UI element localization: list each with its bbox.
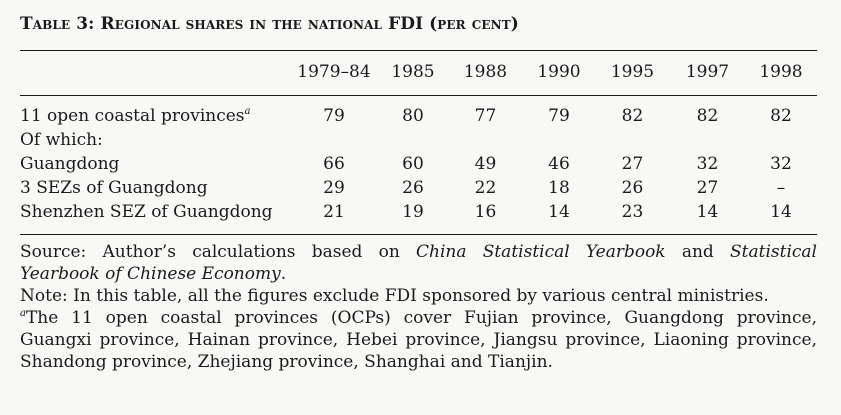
header-year: 1990: [537, 62, 581, 82]
table-cell: 23: [621, 202, 644, 222]
table-cell: [448, 128, 523, 152]
table-cell: 26: [621, 178, 644, 198]
source-title-2b: Yearbook of Chinese Economy: [20, 264, 281, 284]
table-cell: [290, 128, 378, 152]
footnote-marker: a: [244, 106, 251, 117]
table-page: [20, 12, 820, 373]
table-cell: 32: [770, 154, 792, 174]
table-cell: 82: [696, 106, 719, 126]
table-cell: [595, 128, 670, 152]
table-title: [20, 12, 820, 38]
footnote-a: [20, 307, 817, 373]
table-cell: [745, 128, 817, 152]
table-cell: 14: [770, 202, 792, 222]
fdi-shares-table-body: [20, 96, 817, 224]
table-title-text: Regional shares in the national FDI (per cent): [100, 14, 519, 34]
table-cell: 27: [696, 178, 719, 198]
table-cell: 49: [474, 154, 497, 174]
header-year: 1998: [759, 62, 803, 82]
header-year: 1995: [610, 62, 655, 82]
table-cell: 27: [621, 154, 644, 174]
header-year: 1988: [463, 62, 508, 82]
table-row: [20, 152, 817, 176]
table-cell: 14: [696, 202, 719, 222]
row-label: 3 SEZs of Guangdong: [20, 178, 208, 198]
table-row: [20, 200, 817, 224]
header-row: [20, 51, 817, 85]
table-cell: [670, 128, 745, 152]
header-year: 1985: [391, 62, 435, 82]
source-title-1: China Statistical Yearbook: [416, 242, 666, 262]
header-year: 1979–84: [297, 62, 371, 82]
table-cell: 32: [696, 154, 719, 174]
table-cell: 26: [402, 178, 424, 198]
table-cell: 46: [548, 154, 570, 174]
table-number: Table 3:: [20, 14, 95, 34]
table-cell: 22: [474, 178, 497, 198]
footnote-a-text: The 11 open coastal provinces (OCPs) cover Fujian province, Guangdong province, Guangxi province, Hainan province, Hebei province, Jiangsu province, Liaoning province, Shandong province, Zhejiang province, Shanghai and Tianjin.: [20, 308, 817, 372]
row-label: 11 open coastal provinces$^a$: [20, 106, 251, 126]
table-cell: 18: [548, 178, 570, 198]
table-row: [20, 96, 817, 128]
row-label: Guangdong: [20, 154, 120, 174]
table-cell: –: [776, 178, 786, 198]
source-note-line2: Yearbook of Chinese Economy.: [20, 264, 287, 284]
table-cell: 77: [474, 106, 497, 126]
table-notes: [20, 241, 817, 373]
source-note-line1: Source: Author’s calculations based on China Statistical Yearbook and Statistical: [20, 242, 817, 262]
bottom-rule: [20, 234, 817, 235]
header-label-cell: [20, 51, 290, 85]
table-row: [20, 176, 817, 200]
footnote-a-marker: a: [20, 308, 26, 319]
table-row: [20, 128, 817, 152]
general-note: Note: In this table, all the figures exclude FDI sponsored by various central ministries.: [20, 286, 769, 306]
table-header: [20, 51, 817, 85]
table-cell: 16: [474, 202, 497, 222]
row-label: Of which:: [20, 130, 103, 150]
table-cell: 79: [548, 106, 570, 126]
table-cell: [523, 128, 595, 152]
table-cell: 66: [323, 154, 345, 174]
table-cell: 82: [621, 106, 644, 126]
source-title-2a: Statistical: [730, 242, 817, 262]
header-year: 1997: [685, 62, 730, 82]
table-cell: 19: [402, 202, 424, 222]
table-cell: 29: [323, 178, 345, 198]
table-cell: 60: [402, 154, 424, 174]
table-cell: [378, 128, 448, 152]
table-cell: 14: [548, 202, 570, 222]
row-label: Shenzhen SEZ of Guangdong: [20, 202, 273, 222]
table-cell: 80: [402, 106, 424, 126]
fdi-shares-table: [20, 51, 817, 85]
table-body: [20, 96, 817, 224]
table-cell: 79: [323, 106, 345, 126]
table-cell: 82: [770, 106, 792, 126]
table-cell: 21: [323, 202, 345, 222]
